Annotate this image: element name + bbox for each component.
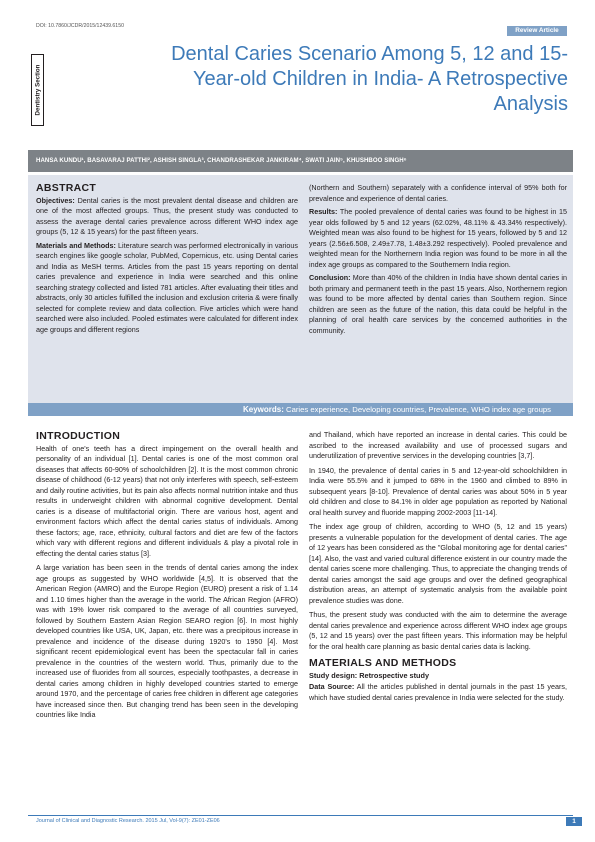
methods-label: Materials and Methods: — [36, 240, 116, 250]
study-design: Study design: Retrospective study — [309, 670, 430, 680]
conclusion-label: Conclusion: — [309, 273, 351, 282]
section-tab — [31, 54, 44, 126]
article-title: Dental Caries Scenario Among 5, 12 and 15-Year-old Children in India- A Retrospective Analysis — [171, 43, 568, 115]
introduction-heading: INTRODUCTION — [36, 430, 121, 442]
intro-paragraph-2: A large variation has been seen in the trends of dental caries among the index age groups as suggested by WHO worldwide [4,5]. It is observed that the American Region (AMRO) and the Europe Region (EURO) present a risk of 1.14 and 1.10 times higher than the average in the world. The African Region (AFRO) was with 19% lower risk compared to the average of all countries surveyed, followed by Southern Eastern Asian Region SEARO region [6]. In most highly developed countries like USA, UK, Japan, etc. there was a precipitous increase in prevalence and incidence of the disease during 1920's to 1950 [4]. Most significant recent epidemiological event has been the spectacular fall in caries prevalence in the countries of the western world. Thus, primarily due to the increased use of fluorides from all sources, especially toothpastes, a decrease in dental caries among children in highly developed countries started to emerge around 1970, and the percentage of caries free children in different age categories have increased since then. But changing trend has been seen in the developing countries like India — [36, 563, 298, 719]
footer-rule — [28, 815, 573, 816]
body-left-column — [36, 431, 298, 725]
data-source: Data Source: All the articles published in dental journals in the past 15 years, which have studied dental caries prevalence in India were selected for the study. — [309, 682, 568, 702]
keywords-list: Caries experience, Developing countries, Prevalence, WHO index age groups — [283, 405, 551, 414]
data-source-label: Data Source: — [309, 682, 355, 691]
objectives-label: Objectives: — [36, 195, 75, 205]
abstract-objectives: Objectives: Dental caries is the most prevalent dental disease and children are one of the most affected groups. Thus, the present study was conducted to assess the average dental caries prevalence across different WHO index age groups (5, 12 & 15 years) for the past fifteen years. — [36, 195, 298, 236]
section-label: Dentistry Section — [34, 64, 41, 116]
page-number: 1 — [566, 817, 582, 826]
intro-paragraph-3: In 1940, the prevalence of dental caries in 5 and 12-year-old schoolchildren in India were 55.5% and it jumped to 68% in the 1960 and climbed to 89% in subsequent years [8-10]. Prevalence of dental caries was about 50% in 5 year old children and close to 84.1% in older age population as reported by National oral health survey and fluoride mapping 2002-2003 [11-14]. — [309, 465, 567, 517]
footer-journal: Journal of Clinical and Diagnostic Research. 2015 Jul, Vol-9(7): ZE01-ZE06 — [36, 818, 220, 824]
methods-heading: MATERIALS AND METHODS — [309, 657, 457, 669]
intro-paragraph-2-continued: and Thailand, which have reported an increase in dental caries. This could be ascribed to the increased availability and use of processed sugars and underutilization of preventive services in the developing countries [3,7]. — [309, 430, 567, 460]
intro-paragraph-5: Thus, the present study was conducted with the aim to determine the average dental caries prevalence and experience across different WHO index age groups (5, 12 and 15 years) over the past fifteen years. This information may be helpful for the oral health care planning as basic dental caries data is lacking. — [309, 610, 567, 651]
article-type-badge: Review Article — [507, 26, 567, 36]
intro-paragraph-1: Health of one's teeth has a direct impingement on the overall health and personality of an individual [1]. Dental caries is one of the most common oral diseases that affects 60-90% of schoolchildren [2]. It is the most common chronic disease of childhood (6-12 years) that not only interferes with speech, self-esteem and daily routine activities, but its pain also affects normal nutrition intake and thus results in underweight children with abnormal cognitive development. Dental caries is a disease of multifactorial origin. There are various host, agent and environment factors which affect the dental caries status of individuals. Among these factors; age, race, ethnicity, cultural factors and diet are few of the factors which vary with different regions and different individuals & play a pivotal role in effecting the dental caries status [3]. — [36, 443, 298, 558]
keywords — [243, 404, 551, 415]
authors-list: HANSA KUNDU¹, BASAVARAJ PATTHI², ASHISH SINGLA³, CHANDRASHEKAR JANKIRAM⁴, SWATI JAIN⁵, KHUSHBOO SINGH⁶ — [36, 157, 407, 164]
abstract-right-column — [309, 183, 567, 339]
keywords-label: Keywords: — [243, 405, 284, 414]
intro-paragraph-4: The index age group of children, according to WHO (5, 12 and 15 years) presents a vulnerable population for the development of dental caries. The age of 12 years has been considered as the "Global monitoring age for dental caries" [14]. Also, the vast and varied cultural difference existent in our country made the dental caries scene more challenging. Thus, to appreciate the changing trends of dental caries amongst the said age groups and over the defined geographical distribution areas, an attempt of systematic analysis from the available point prevalence studies was done. — [309, 522, 567, 605]
abstract-methods: Materials and Methods: Literature search was performed electronically in various search engines like google scholar, PubMed, Copernicus, etc. using Dental caries and India as MeSH terms. Articles from the past 15 years reporting on dental caries prevalence and experience in India were searched and this online searching strategy collected and listed 781 articles. After evaluating their titles and abstracts, only 30 articles fulfilled the inclusion and exclusion criteria & were finally selected for complete review and data collection. Five articles which were hand searched were also included. Pooled estimates were calculated for different index age groups and different regions — [36, 240, 298, 334]
abstract-methods-continued: (Northern and Southern) separately with a confidence interval of 95% both for prevalence and experience of dental caries. — [309, 183, 567, 203]
results-label: Results: — [309, 207, 338, 216]
abstract-left-column — [36, 183, 298, 338]
body-right-column — [309, 430, 567, 707]
abstract-conclusion: Conclusion: More than 40% of the children in India have shown dental caries in both primary and permanent teeth in the past 15 years. Also, Northernern region was found to be more affected by dental caries than Southern region. Since children are seen as the future of the nation, this data could be helpful in the planning of oral health care services by the concerned authorities in the community. — [309, 273, 567, 335]
abstract-heading: ABSTRACT — [36, 182, 97, 194]
doi-text: DOI: 10.7860/JCDR/2015/12439.6150 — [36, 23, 124, 29]
abstract-results: Results: The pooled prevalence of dental caries was found to be highest in 15 year olds followed by 5 and 12 years (62.02%, 48.11% & 43.34% respectively). Weighted mean was also found to be highest for 15 years, followed by 5 and 12 years (2.56±6.508, 2.49±7.78, 1.48±3.292 respectively). Pooled prevalence and weighted mean for the Northernern India region was found to be more in all the index age groups as compared to the Southernern India region. — [309, 207, 567, 269]
